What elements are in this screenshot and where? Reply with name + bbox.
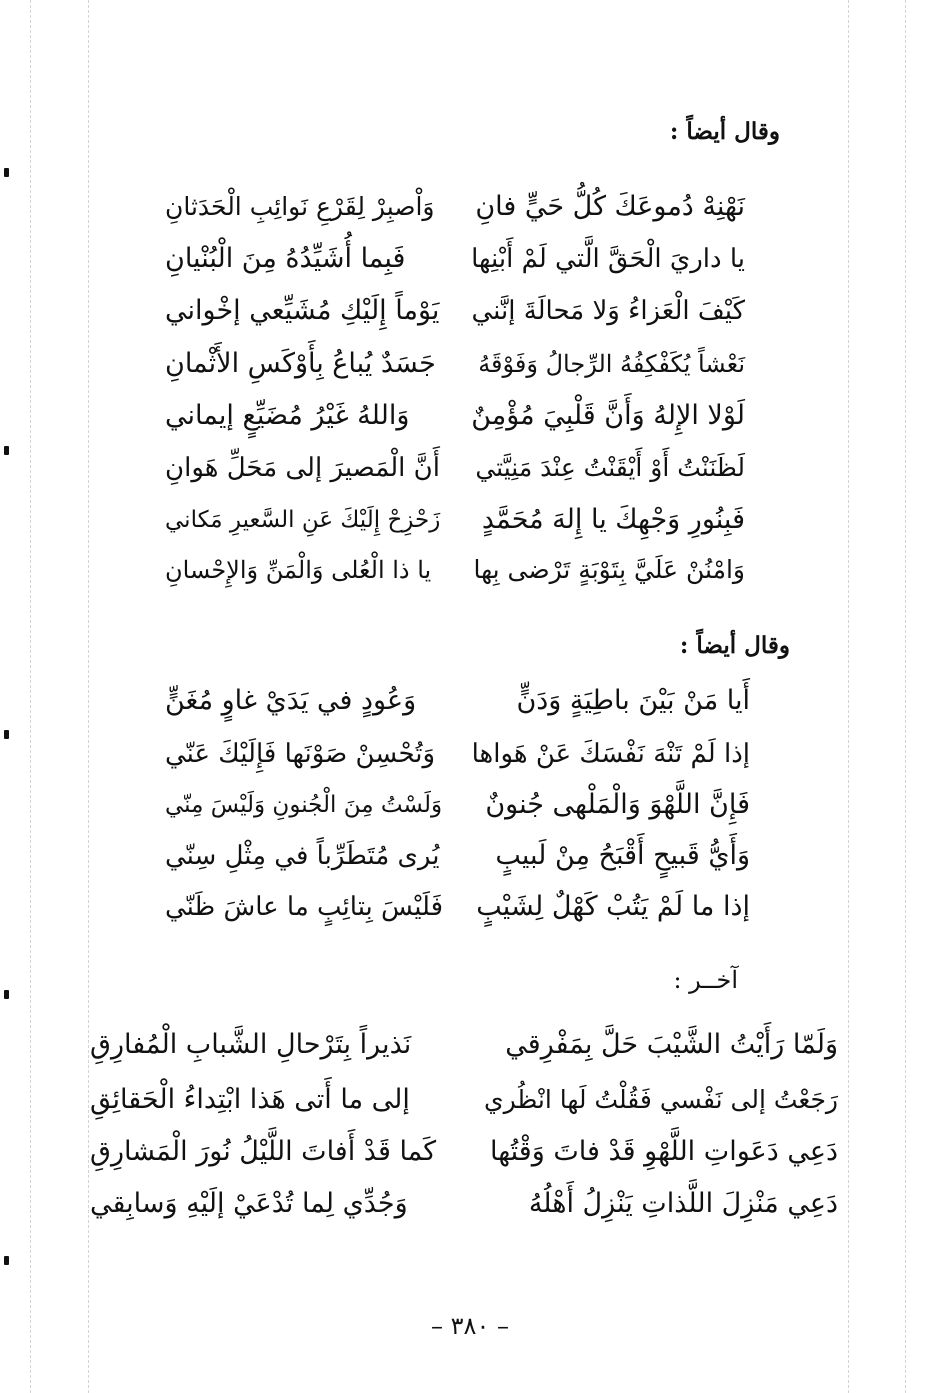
first-hemistich: وَأَيُّ قَبيحٍ أَقْبَحُ مِنْ لَبيبٍ: [495, 840, 750, 871]
second-hemistich: فَبِما أُشَيِّدُهُ مِنَ الْبُنْيانِ: [165, 243, 406, 274]
second-hemistich: وَاللهُ غَيْرُ مُضَيِّعٍ إيماني: [165, 400, 410, 431]
second-hemistich: يُرى مُتَطَرِّباً في مِثْلِ سِنّي: [165, 841, 440, 871]
verse-line: [165, 234, 745, 284]
second-hemistich: وَجُدِّي لِما تُدْعَيْ إلَيْهِ وَسابِقي: [90, 1188, 408, 1219]
poem-heading: آخــر :: [673, 966, 738, 994]
second-hemistich: وَاْصبِرْ لِقَرْعِ نَوائِبِ الْحَدَثانِ: [165, 192, 435, 221]
verse-line: [90, 1020, 838, 1070]
second-hemistich: يَوْماً إِلَيْكِ مُشَيِّعي إخْواني: [165, 295, 440, 326]
first-hemistich: إذا ما لَمْ يَتُبْ كَهْلٌ لِشَيْبٍ: [476, 891, 750, 922]
poem-heading: وقال أيضاً :: [679, 632, 790, 659]
verse-line: [165, 882, 750, 932]
first-hemistich: يا داريَ الْحَقَّ الَّتي لَمْ أَبْنِها: [471, 244, 745, 274]
verse-line: [165, 729, 750, 779]
verse-line: [165, 286, 745, 336]
second-hemistich: جَسَدٌ يُباعُ بِأَوْكَسِ الأَثْمانِ: [165, 348, 436, 379]
verse-line: [165, 780, 750, 830]
first-hemistich: وَامْنُنْ عَلَيَّ بِتَوْبَةٍ تَرْضى بِها: [473, 555, 745, 584]
verse-line: [165, 391, 745, 441]
margin-mark: [4, 990, 9, 999]
first-hemistich: كَيْفَ الْعَزاءُ وَلا مَحالَةَ إنَّني: [471, 296, 745, 326]
page-guide-line: [88, 0, 89, 1393]
second-hemistich: نَذيراً بِتَرْحالِ الشَّبابِ الْمُفارِقِ: [90, 1029, 412, 1060]
second-hemistich: كَما قَدْ أَفاتَ اللَّيْلُ نُورَ الْمَشارِقِ: [90, 1136, 437, 1167]
first-hemistich: أَيا مَنْ بَيْنَ باطِيَةٍ وَدَنٍّ: [516, 685, 750, 716]
second-hemistich: يا ذا الْعُلى وَالْمَنِّ وَالإِحْسانِ: [165, 556, 432, 584]
verse-line: [90, 1127, 838, 1177]
verse-line: [165, 443, 745, 493]
first-hemistich: دَعِي دَعَواتِ اللَّهْوِ قَدْ فاتَ وَقْتُها: [489, 1136, 838, 1167]
verse-line: [165, 831, 750, 881]
second-hemistich: وَلَسْتُ مِنَ الْجُنونِ وَلَيْسَ مِنّي: [165, 792, 443, 818]
page-guide-line: [848, 0, 849, 1393]
verse-line: [90, 1179, 838, 1229]
first-hemistich: نَعْشاً يُكَفْكِفُهُ الرِّجالُ وَفَوْقَهُ: [478, 350, 745, 378]
verse-line: [165, 182, 745, 232]
first-hemistich: إذا لَمْ تَنْهَ نَفْسَكَ عَنْ هَواها: [471, 739, 750, 769]
page-number: – ٣٨٠ –: [431, 1312, 509, 1340]
verse-line: [165, 495, 745, 545]
first-hemistich: نَهْنِهْ دُموعَكَ كُلُّ حَيٍّ فانِ: [475, 191, 745, 222]
verse-line: [165, 339, 745, 389]
page-guide-line: [30, 0, 31, 1393]
margin-mark: [4, 1256, 9, 1265]
second-hemistich: إلى ما أَتى هَذا ابْتِداءُ الْحَقائِقِ: [90, 1084, 410, 1115]
verse-line: [90, 1075, 838, 1125]
poem-heading: وقال أيضاً :: [669, 118, 780, 145]
second-hemistich: وَعُودٍ في يَدَيْ غاوٍ مُغَنٍّ: [165, 685, 417, 716]
margin-mark: [4, 168, 9, 177]
second-hemistich: فَلَيْسَ بِتائِبٍ ما عاشَ ظَنّي: [165, 892, 444, 922]
first-hemistich: لَوْلا الإِلهُ وَأَنَّ قَلْبِيَ مُؤْمِنٌ: [471, 400, 745, 431]
first-hemistich: فَبِنُورِ وَجْهِكَ يا إِلهَ مُحَمَّدٍ: [481, 504, 745, 535]
first-hemistich: لَظَنَنْتُ أَوْ أَيْقَنْتُ عِنْدَ مَنِيَّتي: [475, 453, 745, 482]
first-hemistich: رَجَعْتُ إلى نَفْسي فَقُلْتُ لَها انْظُري: [484, 1085, 838, 1114]
first-hemistich: دَعِي مَنْزِلَ اللَّذاتِ يَنْزِلُ أَهْلُهُ: [528, 1188, 838, 1219]
first-hemistich: فَإِنَّ اللَّهْوَ وَالْمَلْهى جُنونٌ: [485, 789, 750, 820]
page-guide-line: [905, 0, 906, 1393]
second-hemistich: أَنَّ الْمَصيرَ إلى مَحَلِّ هَوانِ: [165, 453, 440, 483]
verse-line: [165, 545, 745, 595]
margin-mark: [4, 730, 9, 739]
second-hemistich: زَحْزِحْ إِلَيْكَ عَنِ السَّعيرِ مَكاني: [165, 507, 441, 533]
margin-mark: [4, 446, 9, 455]
first-hemistich: وَلَمّا رَأَيْتُ الشَّيْبَ حَلَّ بِمَفْرِقي: [505, 1029, 838, 1060]
verse-line: [165, 676, 750, 726]
second-hemistich: وَتُحْسِنْ صَوْنَها فَإِلَيْكَ عَنّي: [165, 739, 436, 769]
